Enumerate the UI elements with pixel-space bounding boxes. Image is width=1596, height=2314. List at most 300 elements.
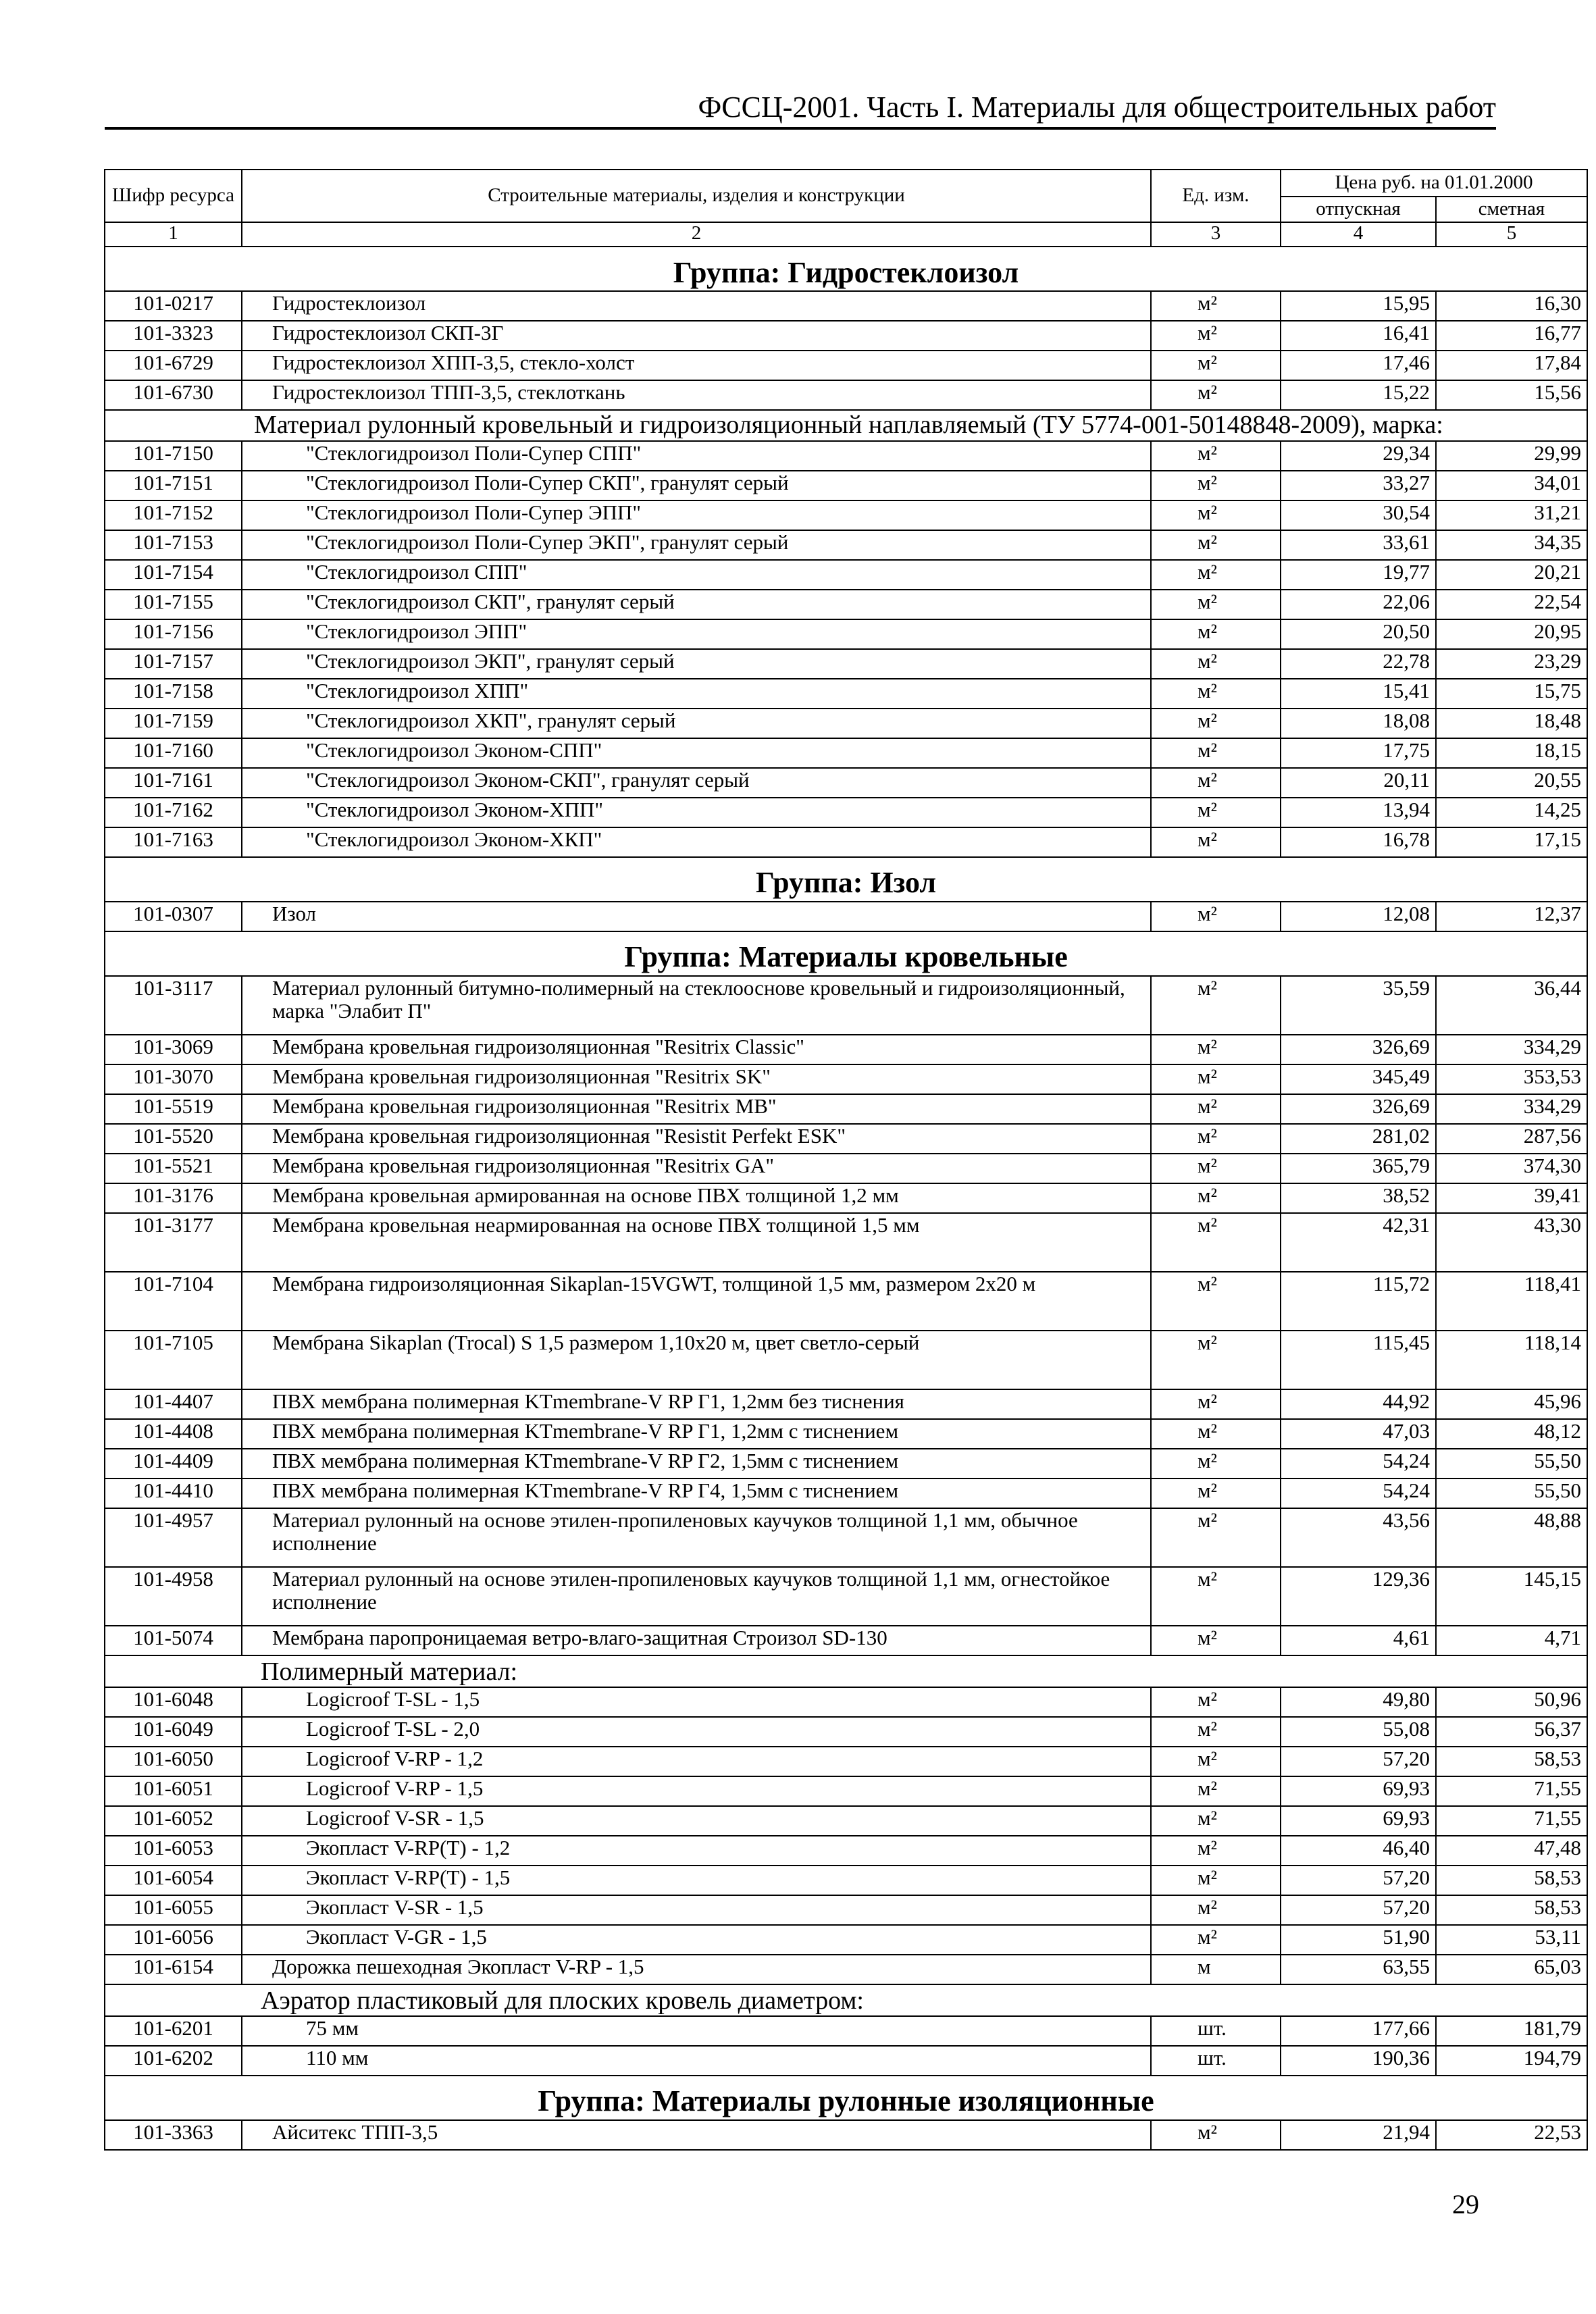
unit-cell: м² — [1151, 1836, 1281, 1866]
material-name: Айситекс ТПП-3,5 — [242, 2120, 1151, 2150]
column-number: 2 — [242, 222, 1151, 247]
estimate-price: 39,41 — [1436, 1183, 1587, 1213]
resource-code: 101-6056 — [105, 1925, 242, 1955]
group-title: Группа: Изол — [105, 857, 1587, 902]
table-row — [105, 619, 1587, 649]
resource-code: 101-5521 — [105, 1154, 242, 1183]
material-name: "Стеклогидроизол Поли-Супер СПП" — [242, 441, 1151, 471]
material-name: Мембрана Sikaplan (Trocal) S 1,5 размером 1,10х20 м, цвет светло-серый — [242, 1331, 1151, 1389]
material-name: "Стеклогидроизол Эконом-ХПП" — [242, 798, 1151, 827]
unit-cell: м² — [1151, 1717, 1281, 1747]
release-price: 22,78 — [1281, 649, 1436, 679]
release-price: 19,77 — [1281, 560, 1436, 590]
resource-code: 101-6048 — [105, 1687, 242, 1717]
table-row — [105, 1508, 1587, 1567]
material-name: Logicroof V-RP - 1,2 — [242, 1747, 1151, 1776]
group-title: Группа: Материалы кровельные — [105, 931, 1587, 976]
resource-code: 101-6202 — [105, 2046, 242, 2076]
table-row — [105, 560, 1587, 590]
table-row — [105, 1449, 1587, 1479]
header-estimate: сметная — [1436, 197, 1587, 222]
table-row — [105, 1747, 1587, 1776]
release-price: 43,56 — [1281, 1508, 1436, 1567]
unit-cell: м² — [1151, 1567, 1281, 1626]
header-price: Цена руб. на 01.01.2000 — [1281, 170, 1587, 197]
estimate-price: 353,53 — [1436, 1064, 1587, 1094]
estimate-price: 58,53 — [1436, 1747, 1587, 1776]
material-name: Мембрана кровельная гидроизоляционная "Resistit Perfekt ESK" — [242, 1124, 1151, 1154]
table-row — [105, 1035, 1587, 1064]
resource-code: 101-7161 — [105, 768, 242, 798]
resource-code: 101-3070 — [105, 1064, 242, 1094]
release-price: 16,78 — [1281, 827, 1436, 857]
release-price: 29,34 — [1281, 441, 1436, 471]
material-name: "Стеклогидроизол Поли-Супер ЭПП" — [242, 500, 1151, 530]
release-price: 190,36 — [1281, 2046, 1436, 2076]
release-price: 54,24 — [1281, 1449, 1436, 1479]
estimate-price: 14,25 — [1436, 798, 1587, 827]
table-row — [105, 1776, 1587, 1806]
unit-cell: м² — [1151, 1272, 1281, 1331]
group-heading-row — [105, 857, 1587, 902]
estimate-price: 145,15 — [1436, 1567, 1587, 1626]
material-name: Материал рулонный битумно-полимерный на стеклоосновe кровельный и гидроизоляционный, марка "Элабит П" — [242, 976, 1151, 1035]
estimate-price: 55,50 — [1436, 1479, 1587, 1508]
resource-code: 101-0307 — [105, 902, 242, 931]
release-price: 115,45 — [1281, 1331, 1436, 1389]
resource-code: 101-7150 — [105, 441, 242, 471]
subheading-row — [105, 410, 1587, 441]
table-row — [105, 1955, 1587, 1984]
release-price: 129,36 — [1281, 1567, 1436, 1626]
header-title: ФССЦ-2001. Часть I. Материалы для общестроительных работ — [698, 91, 1496, 124]
estimate-price: 16,30 — [1436, 291, 1587, 321]
resource-code: 101-3363 — [105, 2120, 242, 2150]
unit-cell: шт. — [1151, 2046, 1281, 2076]
resource-code: 101-7154 — [105, 560, 242, 590]
release-price: 326,69 — [1281, 1035, 1436, 1064]
table-row — [105, 1154, 1587, 1183]
table-row — [105, 1419, 1587, 1449]
estimate-price: 48,88 — [1436, 1508, 1587, 1567]
unit-cell: м — [1151, 1955, 1281, 1984]
estimate-price: 17,15 — [1436, 827, 1587, 857]
estimate-price: 48,12 — [1436, 1419, 1587, 1449]
unit-cell: м² — [1151, 1895, 1281, 1925]
release-price: 42,31 — [1281, 1213, 1436, 1272]
estimate-price: 71,55 — [1436, 1776, 1587, 1806]
release-price: 46,40 — [1281, 1836, 1436, 1866]
unit-cell: м² — [1151, 590, 1281, 619]
release-price: 21,94 — [1281, 2120, 1436, 2150]
table-row — [105, 351, 1587, 380]
table-row — [105, 1124, 1587, 1154]
material-name: 75 мм — [242, 2016, 1151, 2046]
table-row — [105, 291, 1587, 321]
resource-code: 101-7104 — [105, 1272, 242, 1331]
estimate-price: 18,48 — [1436, 709, 1587, 738]
estimate-price: 47,48 — [1436, 1836, 1587, 1866]
table-row — [105, 1213, 1587, 1272]
resource-code: 101-6201 — [105, 2016, 242, 2046]
unit-cell: м² — [1151, 1925, 1281, 1955]
release-price: 17,75 — [1281, 738, 1436, 768]
release-price: 69,93 — [1281, 1806, 1436, 1836]
material-name: "Стеклогидроизол Эконом-ХКП" — [242, 827, 1151, 857]
resource-code: 101-6055 — [105, 1895, 242, 1925]
release-price: 17,46 — [1281, 351, 1436, 380]
estimate-price: 58,53 — [1436, 1895, 1587, 1925]
material-name: ПВХ мембрана полимерная KTmembrane-V RP Г1, 1,2мм с тиснением — [242, 1419, 1151, 1449]
release-price: 16,41 — [1281, 321, 1436, 351]
table-row — [105, 1331, 1587, 1389]
estimate-price: 4,71 — [1436, 1626, 1587, 1655]
release-price: 15,41 — [1281, 679, 1436, 709]
unit-cell: м² — [1151, 1094, 1281, 1124]
resource-code: 101-6730 — [105, 380, 242, 410]
resource-code: 101-7157 — [105, 649, 242, 679]
release-price: 55,08 — [1281, 1717, 1436, 1747]
release-price: 57,20 — [1281, 1866, 1436, 1895]
group-heading-row — [105, 2076, 1587, 2120]
release-price: 30,54 — [1281, 500, 1436, 530]
unit-cell: м² — [1151, 1449, 1281, 1479]
resource-code: 101-7158 — [105, 679, 242, 709]
unit-cell: м² — [1151, 1626, 1281, 1655]
resource-code: 101-3323 — [105, 321, 242, 351]
material-name: "Стеклогидроизол Эконом-СПП" — [242, 738, 1151, 768]
material-name: Мембрана гидроизоляционная Sikaplan-15VGWT, толщиной 1,5 мм, размером 2х20 м — [242, 1272, 1151, 1331]
subheading: Материал рулонный кровельный и гидроизоляционный наплавляемый (ТУ 5774-001-50148848-2009), марка: — [105, 410, 1587, 441]
estimate-price: 15,75 — [1436, 679, 1587, 709]
material-name: Материал рулонный на основе этилен-пропиленовых каучуков толщиной 1,1 мм, огнестойкое исполнение — [242, 1567, 1151, 1626]
table-row — [105, 1064, 1587, 1094]
release-price: 33,27 — [1281, 471, 1436, 500]
unit-cell: м² — [1151, 1035, 1281, 1064]
table-row — [105, 441, 1587, 471]
group-title: Группа: Гидростеклоизол — [105, 247, 1587, 291]
resource-code: 101-4958 — [105, 1567, 242, 1626]
unit-cell: м² — [1151, 976, 1281, 1035]
column-number: 4 — [1281, 222, 1436, 247]
release-price: 47,03 — [1281, 1419, 1436, 1449]
material-name: "Стеклогидроизол Эконом-СКП", гранулят серый — [242, 768, 1151, 798]
column-number: 3 — [1151, 222, 1281, 247]
materials-table — [104, 169, 1588, 2151]
release-price: 20,11 — [1281, 768, 1436, 798]
table-row — [105, 768, 1587, 798]
estimate-price: 194,79 — [1436, 2046, 1587, 2076]
material-name: "Стеклогидроизол ХПП" — [242, 679, 1151, 709]
header-unit: Ед. изм. — [1151, 170, 1281, 222]
release-price: 57,20 — [1281, 1747, 1436, 1776]
material-name: Мембрана кровельная гидроизоляционная "Resitrix SK" — [242, 1064, 1151, 1094]
table-row — [105, 738, 1587, 768]
unit-cell: м² — [1151, 1479, 1281, 1508]
resource-code: 101-7160 — [105, 738, 242, 768]
release-price: 54,24 — [1281, 1479, 1436, 1508]
table-row — [105, 1687, 1587, 1717]
column-number: 5 — [1436, 222, 1587, 247]
table-row — [105, 530, 1587, 560]
release-price: 57,20 — [1281, 1895, 1436, 1925]
release-price: 18,08 — [1281, 709, 1436, 738]
unit-cell: м² — [1151, 1508, 1281, 1567]
resource-code: 101-7151 — [105, 471, 242, 500]
unit-cell: м² — [1151, 1389, 1281, 1419]
unit-cell: м² — [1151, 1747, 1281, 1776]
header-name: Строительные материалы, изделия и конструкции — [242, 170, 1151, 222]
release-price: 63,55 — [1281, 1955, 1436, 1984]
unit-cell: м² — [1151, 1331, 1281, 1389]
table-row — [105, 1895, 1587, 1925]
table-row — [105, 500, 1587, 530]
estimate-price: 15,56 — [1436, 380, 1587, 410]
estimate-price: 34,35 — [1436, 530, 1587, 560]
release-price: 44,92 — [1281, 1389, 1436, 1419]
resource-code: 101-4408 — [105, 1419, 242, 1449]
table-row — [105, 1183, 1587, 1213]
resource-code: 101-3176 — [105, 1183, 242, 1213]
material-name: Экопласт V-SR - 1,5 — [242, 1895, 1151, 1925]
release-price: 12,08 — [1281, 902, 1436, 931]
unit-cell: м² — [1151, 1064, 1281, 1094]
table-row — [105, 798, 1587, 827]
estimate-price: 20,95 — [1436, 619, 1587, 649]
resource-code: 101-6049 — [105, 1717, 242, 1747]
resource-code: 101-6729 — [105, 351, 242, 380]
unit-cell: м² — [1151, 619, 1281, 649]
table-row — [105, 590, 1587, 619]
unit-cell: м² — [1151, 1213, 1281, 1272]
release-price: 13,94 — [1281, 798, 1436, 827]
unit-cell: м² — [1151, 500, 1281, 530]
header-release: отпускная — [1281, 197, 1436, 222]
table-row — [105, 2120, 1587, 2150]
material-name: "Стеклогидроизол ЭПП" — [242, 619, 1151, 649]
material-name: "Стеклогидроизол ХКП", гранулят серый — [242, 709, 1151, 738]
unit-cell: м² — [1151, 679, 1281, 709]
material-name: ПВХ мембрана полимерная KTmembrane-V RP Г1, 1,2мм без тиснения — [242, 1389, 1151, 1419]
group-heading-row — [105, 247, 1587, 291]
material-name: Мембрана кровельная гидроизоляционная "Resitrix MB" — [242, 1094, 1151, 1124]
material-name: Logicroof V-RP - 1,5 — [242, 1776, 1151, 1806]
resource-code: 101-7153 — [105, 530, 242, 560]
estimate-price: 58,53 — [1436, 1866, 1587, 1895]
resource-code: 101-6054 — [105, 1866, 242, 1895]
estimate-price: 181,79 — [1436, 2016, 1587, 2046]
material-name: Экопласт V-GR - 1,5 — [242, 1925, 1151, 1955]
estimate-price: 334,29 — [1436, 1035, 1587, 1064]
table-header-row — [105, 170, 1587, 197]
estimate-price: 29,99 — [1436, 441, 1587, 471]
resource-code: 101-6050 — [105, 1747, 242, 1776]
estimate-price: 18,15 — [1436, 738, 1587, 768]
table-row — [105, 321, 1587, 351]
column-number-row — [105, 222, 1587, 247]
resource-code: 101-7155 — [105, 590, 242, 619]
material-name: "Стеклогидроизол Поли-Супер ЭКП", гранулят серый — [242, 530, 1151, 560]
subheading-row — [105, 1984, 1587, 2016]
unit-cell: м² — [1151, 1419, 1281, 1449]
unit-cell: м² — [1151, 351, 1281, 380]
release-price: 35,59 — [1281, 976, 1436, 1035]
material-name: Экопласт V-RP(T) - 1,5 — [242, 1866, 1151, 1895]
unit-cell: м² — [1151, 768, 1281, 798]
table-row — [105, 1389, 1587, 1419]
unit-cell: м² — [1151, 1776, 1281, 1806]
estimate-price: 71,55 — [1436, 1806, 1587, 1836]
unit-cell: м² — [1151, 649, 1281, 679]
unit-cell: м² — [1151, 1687, 1281, 1717]
estimate-price: 12,37 — [1436, 902, 1587, 931]
estimate-price: 17,84 — [1436, 351, 1587, 380]
resource-code: 101-7152 — [105, 500, 242, 530]
resource-code: 101-6051 — [105, 1776, 242, 1806]
material-name: Гидростеклоизол ХПП-3,5, стекло-холст — [242, 351, 1151, 380]
resource-code: 101-3177 — [105, 1213, 242, 1272]
release-price: 281,02 — [1281, 1124, 1436, 1154]
estimate-price: 23,29 — [1436, 649, 1587, 679]
material-name: Экопласт V-RP(T) - 1,2 — [242, 1836, 1151, 1866]
resource-code: 101-7163 — [105, 827, 242, 857]
release-price: 22,06 — [1281, 590, 1436, 619]
table-row — [105, 1806, 1587, 1836]
release-price: 177,66 — [1281, 2016, 1436, 2046]
estimate-price: 50,96 — [1436, 1687, 1587, 1717]
table-row — [105, 2046, 1587, 2076]
material-name: 110 мм — [242, 2046, 1151, 2076]
resource-code: 101-4410 — [105, 1479, 242, 1508]
material-name: Мембрана кровельная гидроизоляционная "Resitrix GA" — [242, 1154, 1151, 1183]
material-name: ПВХ мембрана полимерная KTmembrane-V RP Г2, 1,5мм с тиснением — [242, 1449, 1151, 1479]
material-name: Мембрана кровельная неармированная на основе ПВХ толщиной 1,5 мм — [242, 1213, 1151, 1272]
table-row — [105, 1479, 1587, 1508]
unit-cell: м² — [1151, 530, 1281, 560]
resource-code: 101-7162 — [105, 798, 242, 827]
material-name: Гидростеклоизол ТПП-3,5, стеклоткань — [242, 380, 1151, 410]
unit-cell: м² — [1151, 380, 1281, 410]
table-row — [105, 976, 1587, 1035]
material-name: Гидростеклоизол — [242, 291, 1151, 321]
resource-code: 101-0217 — [105, 291, 242, 321]
subheading-row — [105, 1655, 1587, 1687]
table-row — [105, 1925, 1587, 1955]
release-price: 69,93 — [1281, 1776, 1436, 1806]
resource-code: 101-4407 — [105, 1389, 242, 1419]
table-row — [105, 380, 1587, 410]
release-price: 115,72 — [1281, 1272, 1436, 1331]
release-price: 345,49 — [1281, 1064, 1436, 1094]
unit-cell: м² — [1151, 902, 1281, 931]
table-row — [105, 1717, 1587, 1747]
table-row — [105, 679, 1587, 709]
estimate-price: 334,29 — [1436, 1094, 1587, 1124]
table-row — [105, 902, 1587, 931]
table-row — [105, 471, 1587, 500]
unit-cell: м² — [1151, 2120, 1281, 2150]
material-name: Дорожка пешеходная Экопласт V-RP - 1,5 — [242, 1955, 1151, 1984]
material-name: ПВХ мембрана полимерная KTmembrane-V RP Г4, 1,5мм с тиснением — [242, 1479, 1151, 1508]
estimate-price: 287,56 — [1436, 1124, 1587, 1154]
unit-cell: м² — [1151, 471, 1281, 500]
estimate-price: 43,30 — [1436, 1213, 1587, 1272]
material-name: Материал рулонный на основе этилен-пропиленовых каучуков толщиной 1,1 мм, обычное исполнение — [242, 1508, 1151, 1567]
resource-code: 101-4409 — [105, 1449, 242, 1479]
estimate-price: 118,14 — [1436, 1331, 1587, 1389]
estimate-price: 55,50 — [1436, 1449, 1587, 1479]
unit-cell: м² — [1151, 560, 1281, 590]
release-price: 33,61 — [1281, 530, 1436, 560]
table-row — [105, 2016, 1587, 2046]
estimate-price: 374,30 — [1436, 1154, 1587, 1183]
subheading: Аэратор пластиковый для плоских кровель диаметром: — [105, 1984, 1587, 2016]
table-row — [105, 827, 1587, 857]
unit-cell: м² — [1151, 1866, 1281, 1895]
release-price: 38,52 — [1281, 1183, 1436, 1213]
table-row — [105, 649, 1587, 679]
table-row — [105, 1836, 1587, 1866]
estimate-price: 22,53 — [1436, 2120, 1587, 2150]
unit-cell: м² — [1151, 321, 1281, 351]
table-row — [105, 1567, 1587, 1626]
unit-cell: м² — [1151, 1183, 1281, 1213]
resource-code: 101-7156 — [105, 619, 242, 649]
resource-code: 101-5519 — [105, 1094, 242, 1124]
material-name: "Стеклогидроизол Поли-Супер СКП", гранулят серый — [242, 471, 1151, 500]
material-name: Logicroof T-SL - 1,5 — [242, 1687, 1151, 1717]
group-title: Группа: Материалы рулонные изоляционные — [105, 2076, 1587, 2120]
unit-cell: м² — [1151, 441, 1281, 471]
unit-cell: м² — [1151, 1806, 1281, 1836]
unit-cell: м² — [1151, 738, 1281, 768]
table-row — [105, 1866, 1587, 1895]
material-name: Гидростеклоизол СКП-3Г — [242, 321, 1151, 351]
estimate-price: 16,77 — [1436, 321, 1587, 351]
table-row — [105, 1626, 1587, 1655]
table-row — [105, 709, 1587, 738]
resource-code: 101-7105 — [105, 1331, 242, 1389]
estimate-price: 20,55 — [1436, 768, 1587, 798]
release-price: 4,61 — [1281, 1626, 1436, 1655]
release-price: 15,95 — [1281, 291, 1436, 321]
material-name: Logicroof T-SL - 2,0 — [242, 1717, 1151, 1747]
material-name: Мембрана кровельная армированная на основе ПВХ толщиной 1,2 мм — [242, 1183, 1151, 1213]
material-name: Мембрана кровельная гидроизоляционная "Resitrix Classic" — [242, 1035, 1151, 1064]
unit-cell: м² — [1151, 798, 1281, 827]
unit-cell: м² — [1151, 1124, 1281, 1154]
unit-cell: шт. — [1151, 2016, 1281, 2046]
release-price: 20,50 — [1281, 619, 1436, 649]
material-name: "Стеклогидроизол СПП" — [242, 560, 1151, 590]
table-row — [105, 1272, 1587, 1331]
page-number: 29 — [1452, 2189, 1479, 2219]
material-name: Logicroof V-SR - 1,5 — [242, 1806, 1151, 1836]
unit-cell: м² — [1151, 827, 1281, 857]
material-name: "Стеклогидроизол ЭКП", гранулят серый — [242, 649, 1151, 679]
unit-cell: м² — [1151, 291, 1281, 321]
estimate-price: 56,37 — [1436, 1717, 1587, 1747]
estimate-price: 45,96 — [1436, 1389, 1587, 1419]
estimate-price: 118,41 — [1436, 1272, 1587, 1331]
estimate-price: 22,54 — [1436, 590, 1587, 619]
unit-cell: м² — [1151, 709, 1281, 738]
estimate-price: 65,03 — [1436, 1955, 1587, 1984]
resource-code: 101-6052 — [105, 1806, 242, 1836]
resource-code: 101-7159 — [105, 709, 242, 738]
column-number: 1 — [105, 222, 242, 247]
resource-code: 101-5520 — [105, 1124, 242, 1154]
